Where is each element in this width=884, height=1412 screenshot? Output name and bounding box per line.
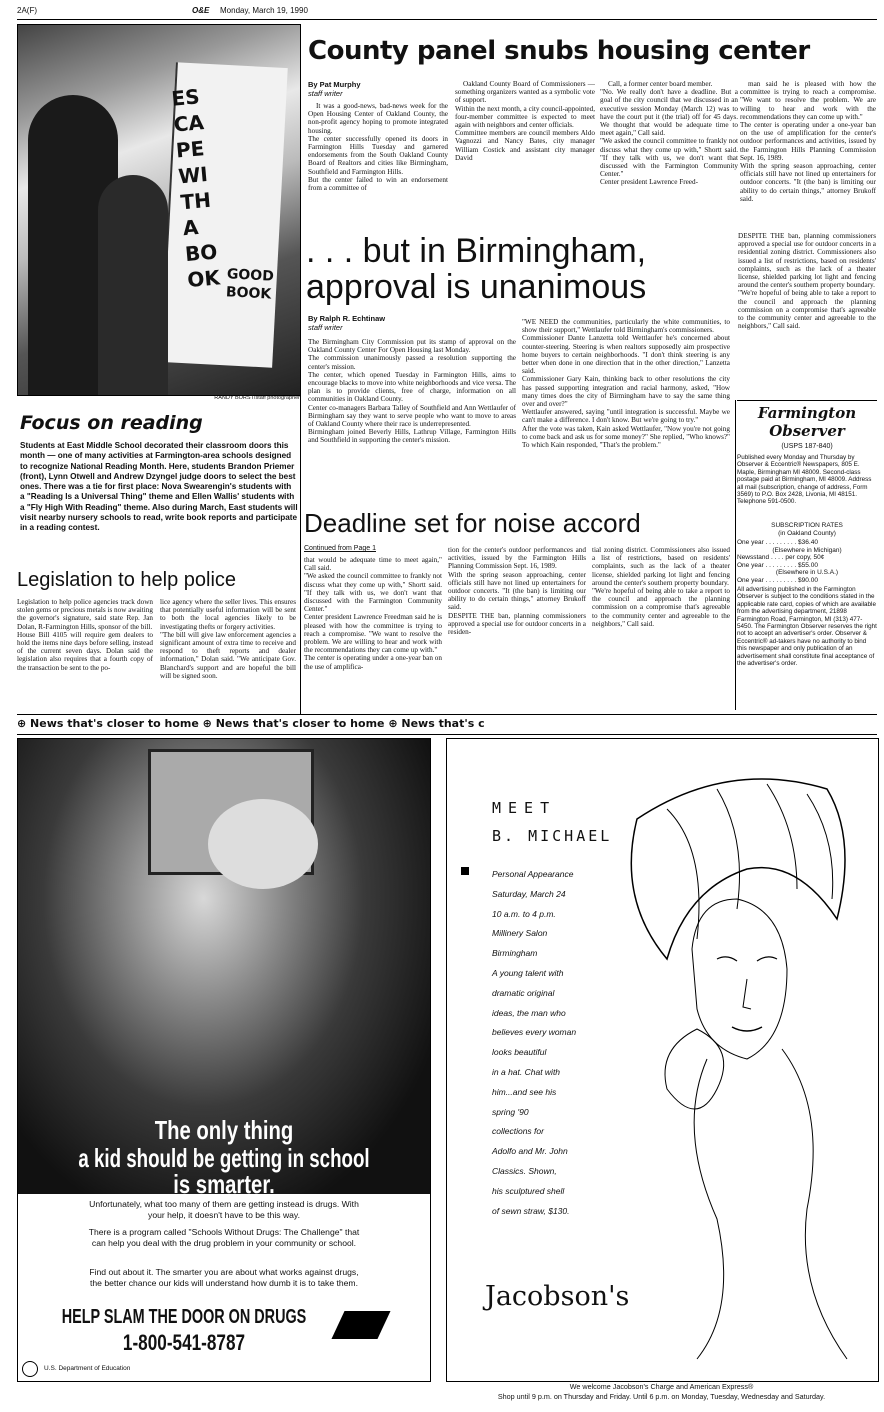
police-headline: Legislation to help police [17, 569, 237, 591]
photo-credit: RANDY BORST/staff photographer [214, 395, 300, 401]
rate-line: (Elsewhere in Michigan) [772, 546, 842, 554]
drug-ad-sponsor: U.S. Department of Education [44, 1365, 131, 1372]
balloon-text: GOOD BOOK [225, 266, 275, 303]
masthead [737, 400, 877, 710]
rate-line: (Elsewhere in U.S.A.) [775, 569, 839, 577]
copy-line: in a hat. Chat with [492, 1066, 561, 1077]
copy-line: Saturday, March 24 [492, 888, 566, 899]
county-byline-name: By Pat Murphy [308, 80, 361, 89]
masthead-name-1: Farmington [757, 404, 857, 422]
folio-section: O&E [192, 6, 210, 15]
copy-line: collections for [492, 1126, 544, 1137]
masthead-info: Published every Monday and Thursday by Observer & Eccentric® Newspapers, 805 E. Maple, Birmingham MI 48009. Second-class postage paid at Birmingham, MI 48009. Address all mail (subscription, change of address, Form 3569) to P.O. Box 2428, Livonia, MI 48151. Telephone 591-0500. [737, 454, 872, 506]
masthead-name-2: Observer [769, 422, 845, 440]
birmingham-col-2: "WE NEED the communities, particularly the white communities, to show their support," Wettlaufer told Birmingham's commissioners. Commissioner Dante Lanzetta told Wettlaufer he's concerned about counter-steering. Steering is when realtors supposedly aim prospective home buyers to certain neighborhoods. "I don't think steering is any better when done in one direction that in the other direction," Lanzetta said. Commissioner Gary Kain, thinking back to other resolutions the city has passed supporting integration and racial harmony, asked, "How many times does the city of Birmingham have to say the same thing over and over?" Wettlaufer answered, saying "until integration is successful. Maybe we can't make a difference. I don't know. But we're going to try." After the vote was taken, Kain asked Wettlaufer, "Now you're not going to come back and ask us for some money?" She replied, "Who knows?" To which Kain responded, "That's the problem." [522, 318, 730, 450]
rates-title: SUBSCRIPTION RATES [771, 522, 843, 529]
birmingham-byline-name: By Ralph R. Echtinaw [308, 314, 386, 323]
folio-date: Monday, March 19, 1990 [220, 6, 308, 15]
drug-ad-headline-1: The only thing [154, 1115, 294, 1145]
focus-caption: Students at East Middle School decorated their classroom doors this month — one of many activities at Farmington-area schools designed to recognize National Reading Month. Here, students Brandon Priemer (front), Lynn Otwell and Andrew Dzyngel judge doors to select the best ones. There was a tie for first place: Nova Swearengin's students with a "Reading Is a Universal Thing" theme and Ellen Wallis' students with a "Fly High With Reading" theme. Also during March, East students will visit nearby nursery schools to read, write book reports and participate in a reading contest. [20, 441, 298, 533]
drug-ad-headline-3: is smarter. [173, 1169, 275, 1199]
drug-ad-hand [208, 799, 318, 889]
meet-label: MEET [492, 799, 557, 817]
rate-line: One year . . . . . . . . . $90.00 [737, 576, 818, 584]
copy-line: of sewn straw, $130. [492, 1205, 570, 1216]
county-col-3: Call, a former center board member. "No. We really don't have a deadline. But a goal of the city council that we discussed in an executive session Monday (March 12) was to have the court put it (the trial) off for 45 days. We thought that would be adequate time to meet again," Call said. "We asked the council committee to frankly not discuss what they come up with," Shortt said. "If they talk with us, we don't want that discussed with the Farmington Community Center." Center president Lawrence Freed- [600, 80, 738, 187]
drug-ad-slogan: HELP SLAM THE DOOR ON DRUGS [61, 1306, 307, 1328]
birmingham-side: DESPITE THE ban, planning commissioners approved a special use for outdoor concerts in a residential zoning district. Commissioners also issued a list of restrictions, based on residents' complaints, such as the lack of a theater license, shielded parking lot light and fencing around the center's southern property boundary. "We're hopeful of being able to take a report to the council and approach the planning commission on a compromise that's agreeable to the community center and agreeable to the neighbors," Call said. [738, 232, 876, 331]
folio-page: 2A(F) [17, 6, 37, 15]
copy-line: looks beautiful [492, 1047, 547, 1058]
birmingham-headline-1: . . . but in Birmingham, [306, 232, 647, 270]
county-byline [308, 80, 361, 98]
copy-line: 10 a.m. to 4 p.m. [492, 908, 556, 919]
copy-line: spring '90 [492, 1106, 529, 1117]
copy-line: his sculptured shell [492, 1185, 565, 1196]
birmingham-headline-2: approval is unanimous [306, 268, 647, 306]
noise-col-1: that would be adequate time to meet again," Call said. "We asked the council committee to frankly not discuss what they come up with," Shortt said. "If they talk with us, we don't want that discussed with the Farmington Community Center." Center president Lawrence Freedman said he is pleased with how the committee is trying to reach a compromise. "We want to resolve the problem. We are willing to hear and work with the recommendations they can come up with." The center is operating under a one-year ban on the use of amplifica- [304, 556, 442, 671]
copy-line: him...and see his [492, 1086, 557, 1097]
rate-line: Newsstand . . . . per copy, 50¢ [737, 554, 825, 562]
noise-headline: Deadline set for noise accord [304, 508, 641, 538]
police-col-1: Legislation to help police agencies track down stolen gems or precious metals is now awaiting the governor's signature, said state Rep. Jan Dolan, R-Farmington Hills, sponsor of the bill. House Bill 4105 will require gem dealers to hold the items nine days before selling, instead of the current seven days. Dolan said the legislation also requires that a fourth copy of the transaction be sent to the po- [17, 598, 153, 672]
jacobsons-footer-1: We welcome Jacobson's Charge and American Express® [569, 1382, 754, 1391]
door-sign [160, 62, 288, 367]
jacobsons-copy [492, 865, 642, 1221]
drug-ad-phone: 1-800-541-8787 [122, 1330, 246, 1355]
news-banner: ⊕ News that's closer to home ⊕ News that's closer to home ⊕ News that's c [17, 717, 485, 730]
copy-line: ideas, the man who [492, 1007, 566, 1018]
birmingham-byline [308, 314, 385, 332]
rate-line: One year . . . . . . . . . $36.40 [737, 539, 818, 546]
seal-icon [22, 1361, 38, 1377]
county-headline: County panel snubs housing center [308, 36, 810, 66]
copy-line: Millinery Salon [492, 928, 548, 939]
county-col-1: It was a good-news, bad-news week for the Open Housing Center of Oakland County, the non-profit agency hoping to promote integrated housing. The center successfully opened its doors in Farmington Hills Tuesday and garnered endorsements from the South Oakland County Board of Realtors and cities like Birmingham, Southfield and Farmington Hills. But the center failed to win an endorsement from a committee of [308, 102, 448, 193]
designer-name: B. MICHAEL [492, 827, 613, 845]
student-silhouette-2 [98, 175, 168, 395]
drug-ad [17, 738, 431, 1382]
masthead-notice: All advertising published in the Farmington Observer is subject to the conditions stated in the applicable rate card, copies of which are available from the advertising department, 21898 Farmington Road, Farmington, MI (313) 477-5450. The Farmington Observer reserves the right not to accept an advertiser's order. Observer & Eccentric® ad-takers have no authority to bind this newspaper and only publication of an advertisement shall constitute final acceptance of the advertiser's order. [737, 586, 877, 668]
noise-continued: Continued from Page 1 [304, 545, 376, 552]
drug-ad-body-1: Unfortunately, what too many of them are getting instead is drugs. With your help, it doesn't have to be this way. [89, 1199, 359, 1220]
county-byline-role: staff writer [308, 89, 343, 98]
police-col-2: lice agency where the seller lives. This ensures that potentially useful information will be sent to both the local agencies likely to be investigating thefts or forgery activities. "The bill will give law enforcement agencies a significant amount of extra time to receive and respond to theft reports and dealer information," Dolan said. "We anticipate Gov. Blanchard's support and are hopeful the bill will be signed soon. [160, 598, 296, 680]
rate-line: One year . . . . . . . . . $55.00 [737, 561, 818, 569]
drug-ad-body-2: There is a program called "Schools Without Drugs: The Challenge" that can help you deal with the drug problem in your community or school. [88, 1227, 360, 1248]
drug-ad-headline-2: a kid should be getting in school [78, 1143, 370, 1173]
copy-line: dramatic original [492, 987, 555, 998]
birmingham-col-1: The Birmingham City Commission put its stamp of approval on the Oakland County Center For Open Housing last Monday. The commission unanimously passed a resolution supporting the center's mission. The center, which opened Tuesday in Farmington Hills, aims to encourage blacks to move into white neighborhoods and vice versa. The plan is to provide clients, free of charge, information on all communities in Oakland County. Center co-managers Barbara Talley of Southfield and Ann Wettlaufer of Birmingham say they want to serve people who want to move to areas of Oakland County where their race is underrepresented. Birmingham joined Beverly Hills, Lathrup Village, Farmington Hills and Southfield in supporting the center's mission. [308, 338, 516, 445]
drug-ad-body-3: Find out about it. The smarter you are about what works against drugs, the better chance our kids will understand how dumb it is to take them. [89, 1267, 359, 1288]
birmingham-byline-role: staff writer [308, 323, 343, 332]
copy-line: Adolfo and Mr. John [492, 1146, 568, 1157]
jacobsons-logo: Jacobson's [485, 1281, 630, 1312]
door-slam-icon [331, 1311, 390, 1339]
copy-line: believes every woman [492, 1027, 577, 1038]
folio [17, 4, 877, 18]
door-sign-text: ESCAPE WITH A BOOK [170, 84, 221, 293]
focus-headline: Focus on reading [20, 412, 203, 434]
county-col-4: man said he is pleased with how the committee is trying to reach a compromise. "We want to resolve the problem. We are willing to hear and work with the recommendations they can come up with." The center is operating under a one-year ban on the use of amplification for the center's outdoor performances and activities, issued by the Farmington Hills Planning Commission Sept. 16, 1989. With the spring season approaching, center officials still have not lined up entertainers for outdoor concerts. "It (the ban) is limiting our ability to do certain things," attorney Brukoff said. [740, 80, 876, 203]
reading-photo [17, 24, 301, 396]
copy-line: Classics. Shown, [492, 1165, 557, 1176]
copy-line: Birmingham [492, 948, 538, 959]
copy-line: Personal Appearance [492, 869, 574, 879]
bullet-icon [461, 867, 469, 875]
noise-col-3: tial zoning district. Commissioners also issued a list of restrictions, based on residents' complaints, such as the lack of a theater license, shielded parking lot light and fencing around the center's southern property boundary. "We're hopeful of being able to take a report to the council and approach the planning commission on a compromise that's agreeable to the community center and agreeable to the neighbors," Call said. [592, 546, 730, 628]
jacobsons-footer-2: Shop until 9 p.m. on Thursday and Friday. Until 6 p.m. on Monday, Tuesday, Wednesday and Saturday. [497, 1392, 826, 1401]
county-col-2: Oakland County Board of Commissioners — something organizers wanted as a symbolic vote of support. Within the next month, a city council-appointed, four-member committee is expected to meet again with neighbors and center officials. Committee members are council members Aldo Vagnozzi and Nancy Bates, city manager William Costick and assistant city manager David [455, 80, 595, 162]
copy-line: A young talent with [492, 967, 564, 978]
masthead-usps: (USPS 187-840) [781, 443, 833, 450]
jacobsons-ad [446, 738, 879, 1382]
rates-list [737, 539, 877, 585]
rates-sub: (in Oakland County) [778, 530, 836, 537]
noise-col-2: tion for the center's outdoor performances and activities, issued by the Farmington Hills Planning Commission Sept. 16, 1989. With the spring season approaching, center officials still have not lined up entertainers for outdoor concerts. "It (the ban) is limiting our ability to do certain things," attorney Brukoff said. DESPITE THE ban, planning commissioners approved a special use for outdoor concerts in a residen- [448, 546, 586, 637]
